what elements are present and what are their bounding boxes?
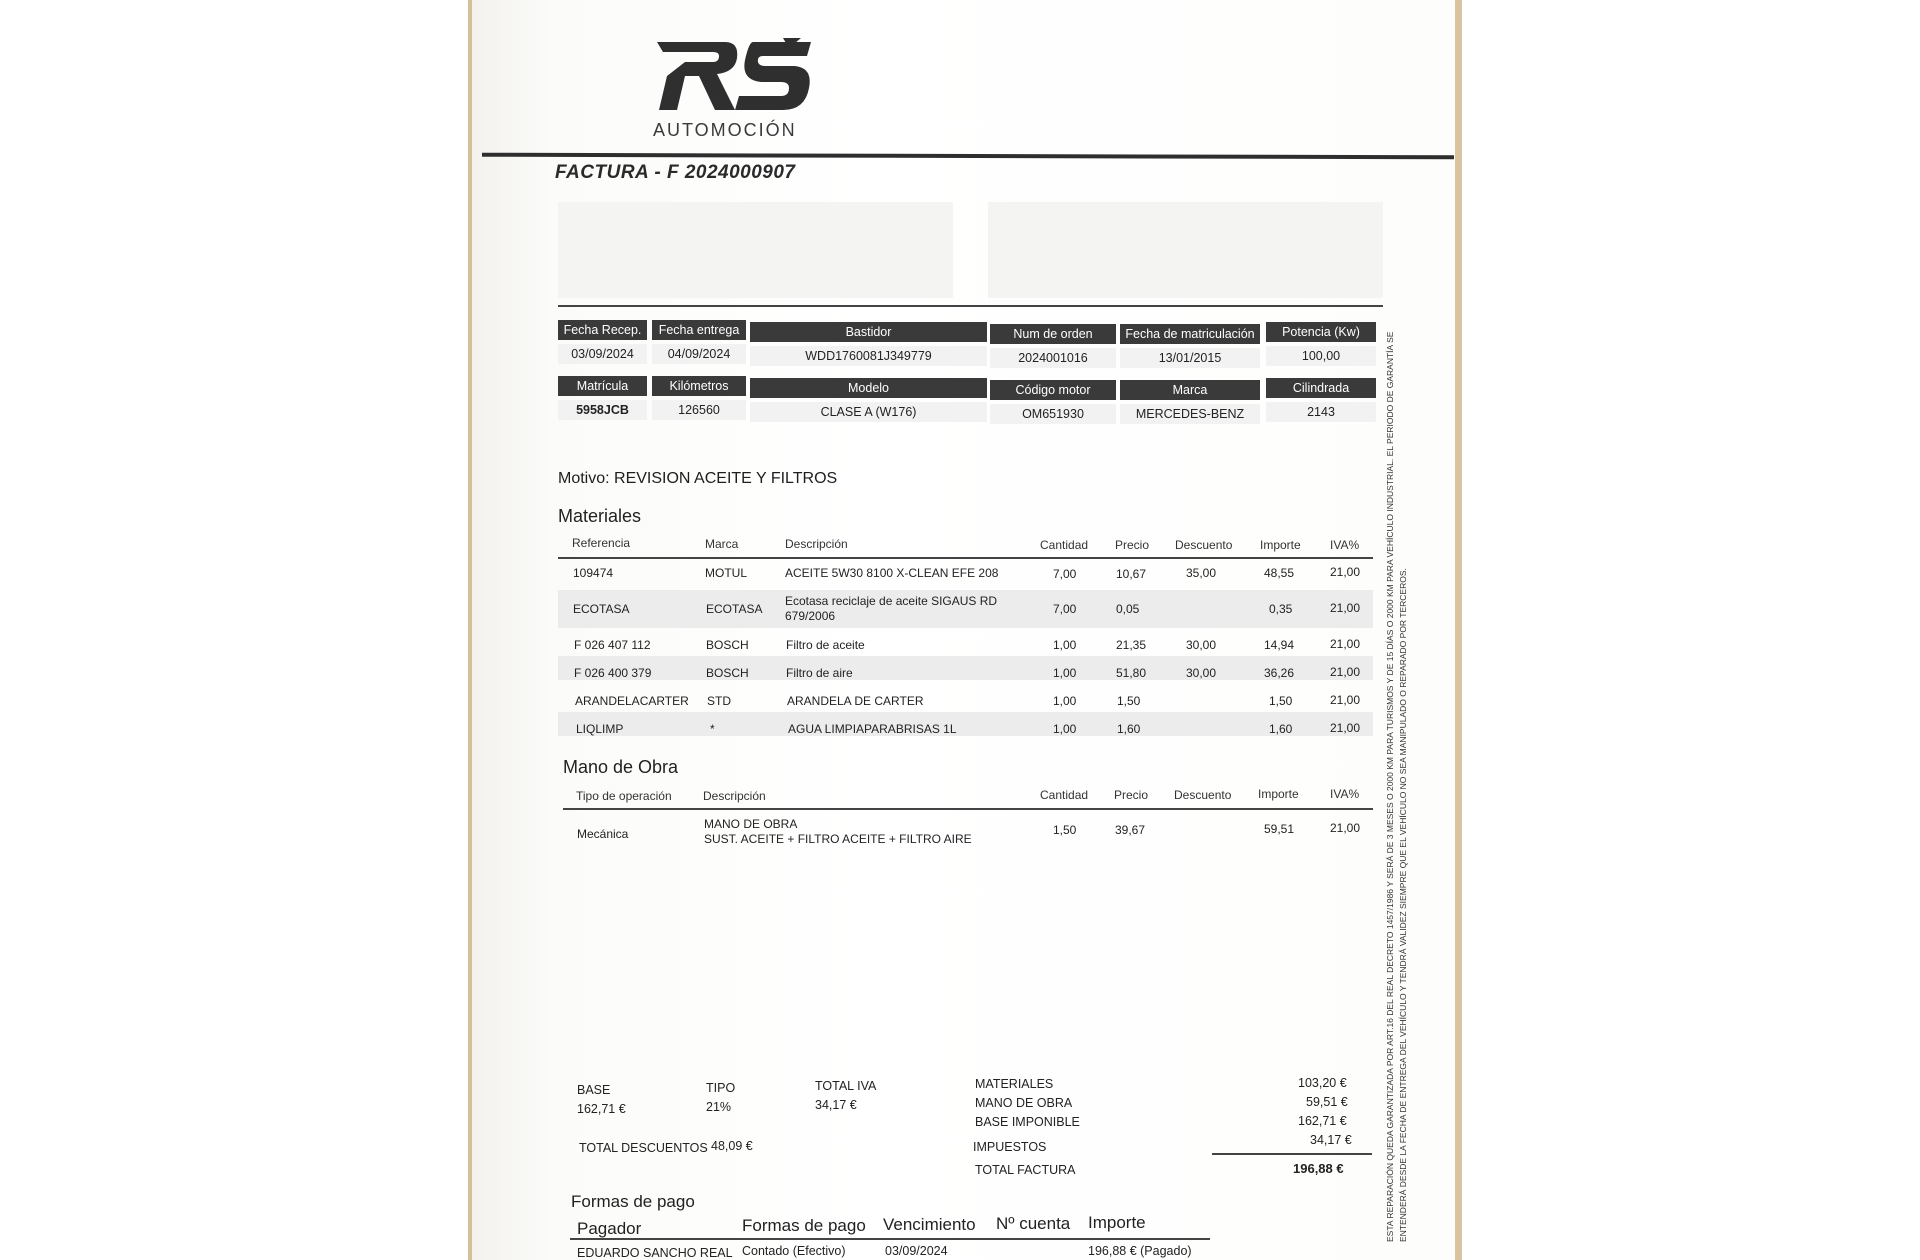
vehicle-header: Marca xyxy=(1120,380,1260,400)
vehicle-header: Fecha Recep. xyxy=(558,320,647,340)
table-cell: MOTUL xyxy=(705,566,747,580)
vehicle-value: 03/09/2024 xyxy=(558,344,647,364)
materials-title: Materiales xyxy=(558,506,642,526)
payment-title: Formas de pago xyxy=(571,1192,695,1211)
column-header: Importe xyxy=(1258,787,1299,801)
vehicle-value: 100,00 xyxy=(1266,346,1376,366)
table-cell: ARANDELACARTER xyxy=(575,694,689,708)
table-cell: 1,60 xyxy=(1117,722,1141,736)
rs-logo-icon xyxy=(655,38,815,116)
vehicle-value: 126560 xyxy=(652,400,746,420)
table-cell: 30,00 xyxy=(1186,638,1217,652)
table-cell: MANO DE OBRA xyxy=(704,817,798,831)
section-divider xyxy=(558,305,1383,307)
table-cell: 21,00 xyxy=(1330,821,1361,835)
totals-label: MANO DE OBRA xyxy=(975,1096,1073,1110)
table-cell: BOSCH xyxy=(706,666,749,680)
table-cell: 59,51 xyxy=(1264,822,1295,836)
table-cell: 14,94 xyxy=(1264,638,1295,652)
vehicle-value: 2024001016 xyxy=(990,348,1116,368)
table-cell: 36,26 xyxy=(1264,666,1295,680)
totals-value: 162,71 € xyxy=(1298,1114,1347,1128)
row-shade xyxy=(558,712,1373,736)
table-cell: AGUA LIMPIAPARABRISAS 1L xyxy=(788,722,957,736)
totals-rule xyxy=(1212,1153,1372,1155)
table-cell: ACEITE 5W30 8100 X-CLEAN EFE 208 xyxy=(785,566,999,580)
table-cell: ARANDELA DE CARTER xyxy=(787,694,924,708)
column-header: Tipo de operación xyxy=(576,789,672,803)
table-cell: 39,67 xyxy=(1115,823,1146,837)
table-cell: Ecotasa reciclaje de aceite SIGAUS RD 679/2006 xyxy=(785,594,998,623)
table-cell: 1,50 xyxy=(1117,694,1141,708)
table-cell: 7,00 xyxy=(1053,602,1077,616)
reason-text: Motivo: REVISION ACEITE Y FILTROS xyxy=(558,470,838,487)
table-cell: ECOTASA xyxy=(706,602,763,616)
column-header: IVA% xyxy=(1330,787,1360,801)
column-header: Descripción xyxy=(703,789,766,803)
totals-label: TOTAL FACTURA xyxy=(975,1163,1076,1177)
column-header: Marca xyxy=(705,537,739,551)
base-value: 162,71 € xyxy=(577,1102,626,1116)
table-cell: Filtro de aceite xyxy=(786,638,865,652)
column-header: IVA% xyxy=(1330,538,1360,552)
row-shade xyxy=(558,656,1373,680)
tipo-label: TIPO xyxy=(706,1081,736,1095)
vehicle-header: Bastidor xyxy=(750,322,987,342)
column-header: Nº cuenta xyxy=(996,1214,1071,1233)
table-cell: 1,00 xyxy=(1053,722,1077,736)
table-cell: F 026 407 112 xyxy=(574,638,651,652)
vehicle-header: Fecha entrega xyxy=(652,320,746,340)
payment-cell: EDUARDO SANCHO REAL xyxy=(577,1246,733,1260)
warranty-note xyxy=(1384,282,1410,1242)
payment-cell: 196,88 € (Pagado) xyxy=(1088,1244,1192,1258)
column-header: Importe xyxy=(1088,1213,1146,1232)
table-cell: 7,00 xyxy=(1053,567,1077,581)
table-cell: F 026 400 379 xyxy=(574,666,652,680)
total-discounts-label: TOTAL DESCUENTOS xyxy=(579,1141,708,1155)
table-header-rule xyxy=(563,808,1373,810)
table-header-rule xyxy=(558,557,1373,559)
table-cell: 51,80 xyxy=(1116,666,1147,680)
labor-title: Mano de Obra xyxy=(563,757,679,777)
table-cell: BOSCH xyxy=(706,638,749,652)
table-cell: 1,00 xyxy=(1053,638,1077,652)
vehicle-header: Cilindrada xyxy=(1266,378,1376,398)
vehicle-value: OM651930 xyxy=(990,404,1116,424)
table-cell: 21,00 xyxy=(1330,637,1361,651)
table-cell: 21,00 xyxy=(1330,721,1361,735)
column-header: Cantidad xyxy=(1040,788,1089,802)
company-info-redacted xyxy=(988,202,1383,298)
vehicle-header: Num de orden xyxy=(990,324,1116,344)
vehicle-header: Fecha de matriculación xyxy=(1120,324,1260,344)
vehicle-header: Kilómetros xyxy=(652,376,746,396)
column-header: Precio xyxy=(1114,788,1149,802)
column-header: Importe xyxy=(1260,538,1301,552)
totals-value: 59,51 € xyxy=(1306,1095,1348,1109)
column-header: Descuento xyxy=(1174,788,1232,802)
totals-value: 34,17 € xyxy=(1310,1133,1352,1147)
vehicle-header: Potencia (Kw) xyxy=(1266,322,1376,342)
vehicle-header: Matrícula xyxy=(558,376,647,396)
invoice-paper xyxy=(472,0,1455,1260)
payment-cell: 03/09/2024 xyxy=(885,1244,948,1258)
total-invoice-value: 196,88 € xyxy=(1293,1161,1344,1176)
vehicle-value: MERCEDES-BENZ xyxy=(1120,404,1260,424)
table-cell: LIQLIMP xyxy=(576,722,624,736)
table-cell: 30,00 xyxy=(1186,666,1217,680)
table-cell: 1,00 xyxy=(1053,666,1077,680)
table-cell: 21,00 xyxy=(1330,665,1361,679)
vehicle-value: 13/01/2015 xyxy=(1120,348,1260,368)
column-header: Pagador xyxy=(577,1219,642,1238)
vehicle-header: Código motor xyxy=(990,380,1116,400)
vehicle-value: 5958JCB xyxy=(558,400,647,420)
base-label: BASE xyxy=(577,1083,611,1097)
vehicle-value: 04/09/2024 xyxy=(652,344,746,364)
warranty-line: ESTA REPARACIÓN QUEDA GARANTIZADA POR ART.16 DEL REAL DECRETO 1457/1986 Y SERÁ DE 3 MESES O 2000 KM PARA TURISMOS Y DE 15 DÍAS O 2000 KM PARA VEHÍCULO INDUSTRIAL. EL PERIODO DE GARANTÍA SE xyxy=(1385,331,1395,1242)
totals-label: MATERIALES xyxy=(975,1077,1054,1091)
table-cell: 1,50 xyxy=(1269,694,1293,708)
table-cell: STD xyxy=(707,694,731,708)
payment-cell: Contado (Efectivo) xyxy=(742,1244,846,1258)
background-surface xyxy=(1455,0,1462,1260)
vehicle-value: 2143 xyxy=(1266,402,1376,422)
column-header: Precio xyxy=(1115,538,1150,552)
invoice-title: FACTURA - F 2024000907 xyxy=(555,162,796,183)
total-discounts-value: 48,09 € xyxy=(711,1139,753,1153)
totals-value: 103,20 € xyxy=(1298,1076,1347,1090)
column-header: Descripción xyxy=(785,537,848,551)
totals-label: BASE IMPONIBLE xyxy=(975,1115,1080,1129)
table-cell: ECOTASA xyxy=(573,602,630,616)
table-cell: 21,00 xyxy=(1330,565,1361,579)
vehicle-value: WDD1760081J349779 xyxy=(750,346,987,366)
table-cell: 1,00 xyxy=(1053,694,1077,708)
table-cell: * xyxy=(710,722,715,736)
company-logo xyxy=(653,38,815,140)
table-cell: SUST. ACEITE + FILTRO ACEITE + FILTRO AIRE xyxy=(704,832,972,846)
table-cell: 0,35 xyxy=(1269,602,1293,616)
column-header: Vencimiento xyxy=(883,1215,976,1234)
table-cell: 21,35 xyxy=(1116,638,1147,652)
vehicle-header: Modelo xyxy=(750,378,987,398)
table-cell: 109474 xyxy=(573,566,614,580)
column-header: Formas de pago xyxy=(742,1216,866,1235)
payment-header-rule xyxy=(570,1238,1210,1240)
table-cell: 10,67 xyxy=(1116,567,1147,581)
warranty-line: ENTENDERÁ DESDE LA FECHA DE ENTREGA DEL VEHÍCULO Y TENDRÁ VALIDEZ SIEMPRE QUE EL VEHÍCULO NO SEA MANIPULADO O REPARADO POR TERCEROS. xyxy=(1398,568,1408,1242)
table-cell: Filtro de aire xyxy=(786,666,853,680)
table-cell: 1,50 xyxy=(1053,823,1077,837)
client-info-redacted xyxy=(558,202,953,298)
table-cell: 48,55 xyxy=(1264,566,1295,580)
column-header: Descuento xyxy=(1175,538,1233,552)
table-cell: 35,00 xyxy=(1186,566,1217,580)
totals-label: IMPUESTOS xyxy=(973,1140,1047,1154)
table-cell: 21,00 xyxy=(1330,693,1361,707)
tipo-value: 21% xyxy=(706,1100,732,1114)
vehicle-value: CLASE A (W176) xyxy=(750,402,987,422)
total-iva-value: 34,17 € xyxy=(815,1098,857,1112)
table-cell: 0,05 xyxy=(1116,602,1140,616)
column-header: Referencia xyxy=(572,536,631,550)
total-iva-label: TOTAL IVA xyxy=(815,1079,877,1093)
column-header: Cantidad xyxy=(1040,538,1089,552)
company-name: AUTOMOCIÓN xyxy=(653,120,797,140)
table-cell: 21,00 xyxy=(1330,601,1361,615)
table-cell: 1,60 xyxy=(1269,722,1293,736)
table-cell: Mecánica xyxy=(577,827,629,841)
